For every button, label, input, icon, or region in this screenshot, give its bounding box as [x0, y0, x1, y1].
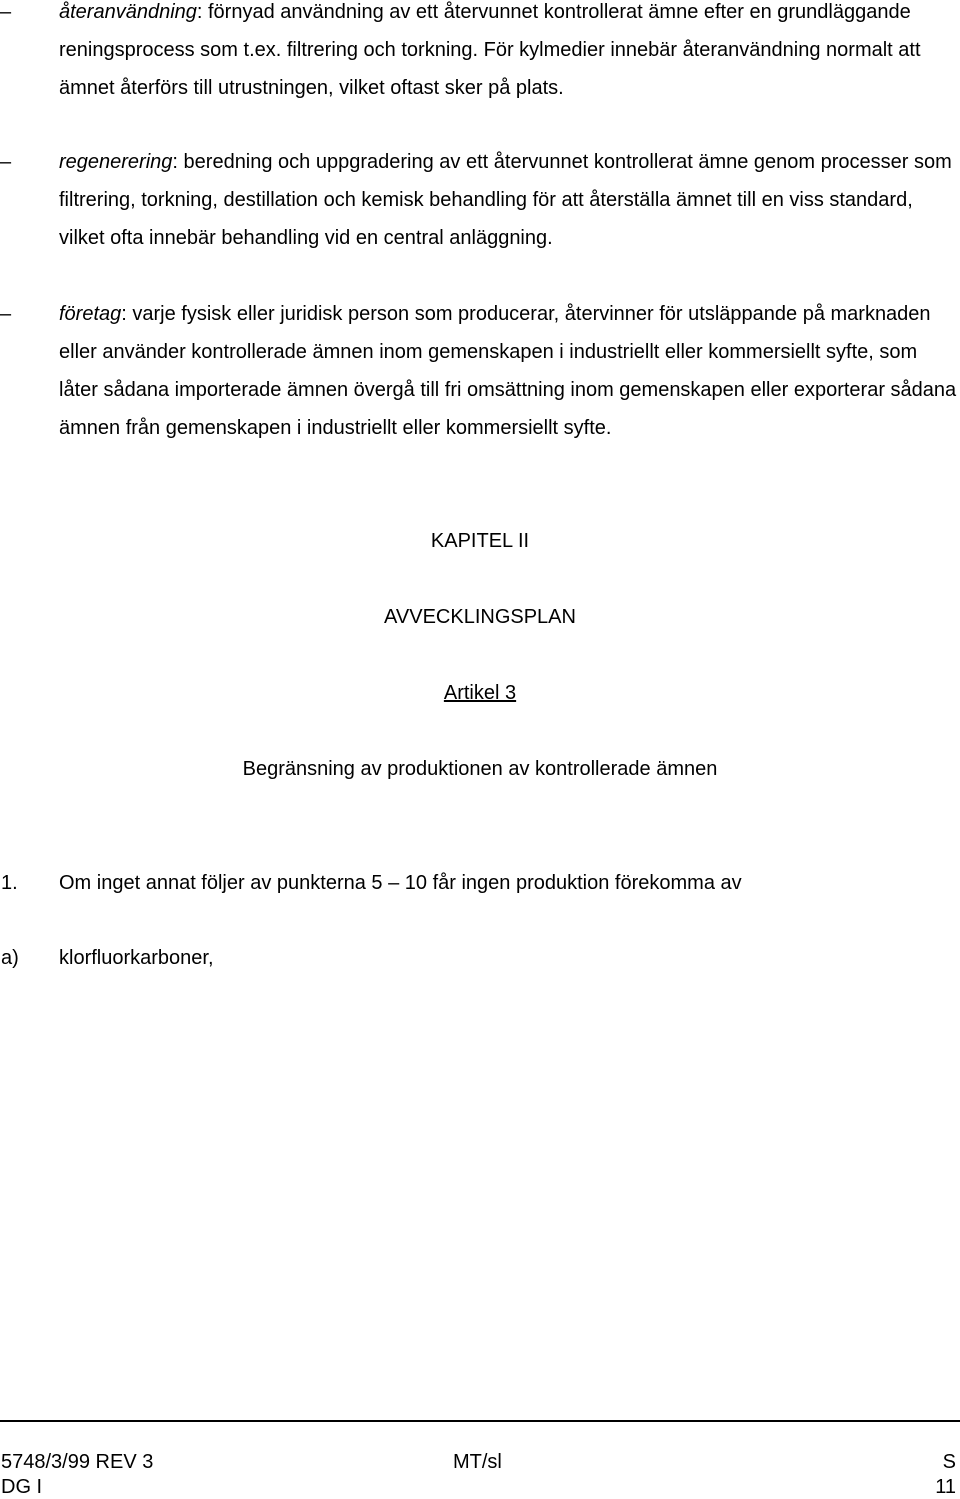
footer-line-2	[0, 1475, 960, 1499]
footer-line-1	[0, 1450, 960, 1474]
definition-text	[0, 0, 959, 107]
definition-term: regenerering	[59, 151, 173, 173]
document-reference: 5748/3/99 REV 3	[1, 1451, 154, 1473]
definition-body: : beredning och uppgradering av ett återvunnet kontrollerat ämne genom processer som filtrering, torkning, destillation och kemisk behandling för att återställa ämnet till en viss standard, vilket ofta innebär behandling vid en central anläggning.	[59, 151, 952, 249]
definition-term: företag	[59, 303, 122, 325]
article-heading	[0, 681, 960, 705]
definition-text	[0, 143, 959, 257]
point-number: 1.	[1, 872, 18, 894]
definition-body: : varje fysisk eller juridisk person som producerar, återvinner för utsläppande på marknaden eller använder kontrollerade ämnen inom gemenskapen i industriellt eller kommersiellt syfte, som låter sådana importerade ämnen övergå till fri omsättning inom gemenskapen eller exporterar sådana ämnen från gemenskapen i industriellt eller kommersiellt syfte.	[59, 303, 957, 439]
definition-text	[0, 295, 959, 447]
definition-term: återanvändning	[59, 1, 197, 23]
author-initials: MT/sl	[453, 1451, 502, 1473]
definition-regenerering	[0, 143, 960, 257]
definition-ateranvandning	[0, 0, 960, 107]
point-number: a)	[1, 947, 19, 969]
point-text: klorfluorkarboner,	[59, 947, 214, 969]
definition-body: : förnyad användning av ett återvunnet kontrollerat ämne efter en grundläggande reningsprocess som t.ex. filtrering och torkning. För kylmedier innebär återanvändning normalt att ämnet återförs till utrustningen, vilket oftast sker på plats.	[59, 1, 921, 99]
definition-dash: –	[0, 303, 12, 325]
chapter-title: AVVECKLINGSPLAN	[384, 606, 576, 628]
definition-dash: –	[0, 151, 12, 173]
footer-rule	[0, 1420, 960, 1422]
definition-dash: –	[0, 1, 12, 23]
article-number: Artikel 3	[443, 682, 517, 704]
point-text: Om inget annat följer av punkterna 5 – 10 får ingen produktion förekomma av	[59, 872, 742, 894]
definition-foretag	[0, 295, 960, 447]
directorate-general: DG I	[1, 1476, 43, 1498]
article-title: Begränsning av produktionen av kontrollerade ämnen	[242, 758, 718, 780]
chapter-number: KAPITEL II	[430, 530, 530, 552]
page-number: 11	[935, 1476, 956, 1498]
language-code: S	[942, 1451, 956, 1473]
